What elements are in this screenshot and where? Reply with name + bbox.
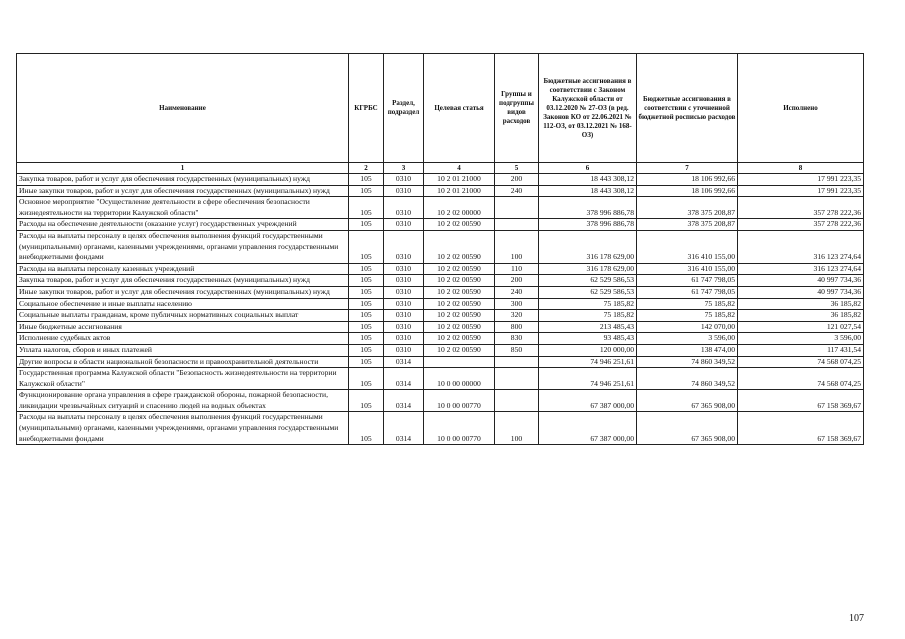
row-budget-refined: 378 375 208,87 — [637, 219, 738, 231]
row-budget-law: 213 485,43 — [539, 321, 637, 333]
row-name: Уплата налогов, сборов и иных платежей — [17, 344, 349, 356]
row-name: Расходы на обеспечение деятельности (оказание услуг) государственных учреждений — [17, 219, 349, 231]
row-section: 0310 — [384, 230, 424, 263]
row-group: 100 — [495, 412, 539, 445]
row-group: 240 — [495, 185, 539, 197]
row-executed: 357 278 222,36 — [738, 197, 864, 219]
row-name: Социальное обеспечение и иные выплаты населению — [17, 298, 349, 310]
row-kgrbs: 105 — [349, 263, 384, 275]
table-row — [17, 310, 864, 322]
row-section: 0310 — [384, 298, 424, 310]
header-target: Целевая статья — [424, 54, 495, 163]
row-group: 850 — [495, 344, 539, 356]
row-group: 300 — [495, 298, 539, 310]
row-budget-refined: 378 375 208,87 — [637, 197, 738, 219]
column-number: 8 — [738, 163, 864, 174]
column-number: 3 — [384, 163, 424, 174]
row-section: 0310 — [384, 275, 424, 287]
row-target — [424, 356, 495, 368]
row-section: 0314 — [384, 412, 424, 445]
row-budget-refined: 316 410 155,00 — [637, 230, 738, 263]
row-kgrbs: 105 — [349, 230, 384, 263]
row-target: 10 2 02 00590 — [424, 286, 495, 298]
row-group: 100 — [495, 230, 539, 263]
table-row — [17, 286, 864, 298]
row-budget-law: 74 946 251,61 — [539, 368, 637, 390]
row-budget-refined: 3 596,00 — [637, 333, 738, 345]
row-target: 10 2 02 00590 — [424, 230, 495, 263]
row-section: 0310 — [384, 263, 424, 275]
row-budget-law: 316 178 629,00 — [539, 230, 637, 263]
row-name: Государственная программа Калужской области "Безопасность жизнедеятельности на территории Калужской области" — [17, 368, 349, 390]
row-group: 800 — [495, 321, 539, 333]
table-header-row — [17, 54, 864, 163]
row-kgrbs: 105 — [349, 390, 384, 412]
row-target: 10 2 02 00590 — [424, 219, 495, 231]
row-budget-law: 378 996 886,78 — [539, 197, 637, 219]
row-target: 10 2 01 21000 — [424, 185, 495, 197]
row-name: Основное мероприятие "Осуществление деятельности в сфере обеспечения безопасности жизнедеятельности на территории Калужской области" — [17, 197, 349, 219]
header-kgrbs: КГРБС — [349, 54, 384, 163]
row-budget-law: 18 443 308,12 — [539, 174, 637, 186]
row-kgrbs: 105 — [349, 321, 384, 333]
row-budget-law: 378 996 886,78 — [539, 219, 637, 231]
row-budget-law: 18 443 308,12 — [539, 185, 637, 197]
row-budget-refined: 74 860 349,52 — [637, 368, 738, 390]
row-executed: 36 185,82 — [738, 298, 864, 310]
table-row — [17, 174, 864, 186]
row-target: 10 2 02 00590 — [424, 321, 495, 333]
row-budget-refined: 74 860 349,52 — [637, 356, 738, 368]
row-target: 10 2 01 21000 — [424, 174, 495, 186]
header-name: Наименование — [17, 54, 349, 163]
row-kgrbs: 105 — [349, 197, 384, 219]
table-row — [17, 263, 864, 275]
row-executed: 67 158 369,67 — [738, 412, 864, 445]
row-section: 0310 — [384, 344, 424, 356]
row-target: 10 2 02 00000 — [424, 197, 495, 219]
row-executed: 17 991 223,35 — [738, 185, 864, 197]
column-number: 2 — [349, 163, 384, 174]
row-section: 0310 — [384, 174, 424, 186]
row-section: 0310 — [384, 321, 424, 333]
table-row — [17, 368, 864, 390]
row-budget-refined: 316 410 155,00 — [637, 263, 738, 275]
table-row — [17, 412, 864, 445]
column-number: 1 — [17, 163, 349, 174]
column-number: 7 — [637, 163, 738, 174]
row-group: 830 — [495, 333, 539, 345]
row-target: 10 2 02 00590 — [424, 333, 495, 345]
row-section: 0314 — [384, 356, 424, 368]
row-kgrbs: 105 — [349, 368, 384, 390]
row-name: Социальные выплаты гражданам, кроме публичных нормативных социальных выплат — [17, 310, 349, 322]
row-kgrbs: 105 — [349, 185, 384, 197]
row-name: Расходы на выплаты персоналу в целях обеспечения выполнения функций государственными (муниципальными) органами, казенными учреждениями, органами управления государственными внебюджетными фондами — [17, 230, 349, 263]
header-section: Раздел, подраздел — [384, 54, 424, 163]
row-name: Исполнение судебных актов — [17, 333, 349, 345]
row-group: 240 — [495, 286, 539, 298]
header-executed: Исполнено — [738, 54, 864, 163]
row-group: 320 — [495, 310, 539, 322]
row-section: 0310 — [384, 310, 424, 322]
table-row — [17, 275, 864, 287]
row-executed: 121 027,54 — [738, 321, 864, 333]
table-row — [17, 185, 864, 197]
row-budget-refined: 18 106 992,66 — [637, 185, 738, 197]
table-body — [17, 174, 864, 445]
row-budget-refined: 138 474,00 — [637, 344, 738, 356]
table-row — [17, 344, 864, 356]
row-name: Иные закупки товаров, работ и услуг для обеспечения государственных (муниципальных) нужд — [17, 286, 349, 298]
row-kgrbs: 105 — [349, 333, 384, 345]
row-section: 0310 — [384, 219, 424, 231]
row-name: Другие вопросы в области национальной безопасности и правоохранительной деятельности — [17, 356, 349, 368]
row-group: 200 — [495, 275, 539, 287]
row-executed: 67 158 369,67 — [738, 390, 864, 412]
row-group: 200 — [495, 174, 539, 186]
row-budget-law: 67 387 000,00 — [539, 412, 637, 445]
row-executed: 316 123 274,64 — [738, 230, 864, 263]
row-target: 10 2 02 00590 — [424, 310, 495, 322]
table-row — [17, 197, 864, 219]
row-group — [495, 219, 539, 231]
row-section: 0310 — [384, 197, 424, 219]
row-kgrbs: 105 — [349, 310, 384, 322]
row-name: Функционирование органа управления в сфере гражданской обороны, пожарной безопасности, ликвидации чрезвычайных ситуаций и спасению людей на водных объектах — [17, 390, 349, 412]
column-number-row — [17, 163, 864, 174]
row-target: 10 2 02 00590 — [424, 344, 495, 356]
column-number: 5 — [495, 163, 539, 174]
row-kgrbs: 105 — [349, 219, 384, 231]
row-name: Закупка товаров, работ и услуг для обеспечения государственных (муниципальных) нужд — [17, 275, 349, 287]
row-target: 10 2 02 00590 — [424, 298, 495, 310]
row-target: 10 2 02 00590 — [424, 263, 495, 275]
table-row — [17, 298, 864, 310]
row-kgrbs: 105 — [349, 412, 384, 445]
row-name: Расходы на выплаты персоналу в целях обеспечения выполнения функций государственными (муниципальными) органами, казенными учреждениями, органами управления государственными внебюджетными фондами — [17, 412, 349, 445]
row-executed: 74 568 074,25 — [738, 368, 864, 390]
column-number: 6 — [539, 163, 637, 174]
row-budget-law: 62 529 586,53 — [539, 286, 637, 298]
row-name: Иные закупки товаров, работ и услуг для обеспечения государственных (муниципальных) нужд — [17, 185, 349, 197]
row-kgrbs: 105 — [349, 356, 384, 368]
row-section: 0310 — [384, 185, 424, 197]
table-row — [17, 356, 864, 368]
row-section: 0314 — [384, 368, 424, 390]
row-budget-refined: 75 185,82 — [637, 298, 738, 310]
row-budget-refined: 18 106 992,66 — [637, 174, 738, 186]
row-group — [495, 356, 539, 368]
row-budget-law: 120 000,00 — [539, 344, 637, 356]
column-number: 4 — [424, 163, 495, 174]
budget-table — [16, 53, 864, 445]
row-executed: 40 997 734,36 — [738, 275, 864, 287]
row-target: 10 0 00 00770 — [424, 412, 495, 445]
row-executed: 40 997 734,36 — [738, 286, 864, 298]
row-budget-refined: 75 185,82 — [637, 310, 738, 322]
row-section: 0314 — [384, 390, 424, 412]
row-budget-law: 75 185,82 — [539, 298, 637, 310]
row-target: 10 0 00 00000 — [424, 368, 495, 390]
table-row — [17, 390, 864, 412]
row-budget-refined: 142 070,00 — [637, 321, 738, 333]
row-group — [495, 197, 539, 219]
row-target: 10 0 00 00770 — [424, 390, 495, 412]
row-budget-law: 316 178 629,00 — [539, 263, 637, 275]
row-budget-refined: 61 747 798,05 — [637, 286, 738, 298]
row-section: 0310 — [384, 333, 424, 345]
row-kgrbs: 105 — [349, 174, 384, 186]
row-budget-refined: 61 747 798,05 — [637, 275, 738, 287]
header-groups: Группы и подгруппы видов расходов — [495, 54, 539, 163]
row-budget-law: 74 946 251,61 — [539, 356, 637, 368]
row-group — [495, 368, 539, 390]
row-name: Расходы на выплаты персоналу казенных учреждений — [17, 263, 349, 275]
header-budget-refined: Бюджетные ассигнования в соответствии с уточненной бюджетной росписью расходов — [637, 54, 738, 163]
row-kgrbs: 105 — [349, 275, 384, 287]
row-budget-refined: 67 365 908,00 — [637, 412, 738, 445]
table-row — [17, 230, 864, 263]
header-budget-law: Бюджетные ассигнования в соответствии с Законом Калужской области от 03.12.2020 № 27-ОЗ (в ред. Законов КО от 22.06.2021 № 112-ОЗ, от 03.12.2021 № 168-ОЗ) — [539, 54, 637, 163]
row-budget-law: 67 387 000,00 — [539, 390, 637, 412]
table-row — [17, 219, 864, 231]
page-number: 107 — [849, 613, 864, 624]
row-executed: 36 185,82 — [738, 310, 864, 322]
row-kgrbs: 105 — [349, 286, 384, 298]
row-executed: 316 123 274,64 — [738, 263, 864, 275]
row-name: Закупка товаров, работ и услуг для обеспечения государственных (муниципальных) нужд — [17, 174, 349, 186]
row-group — [495, 390, 539, 412]
row-kgrbs: 105 — [349, 298, 384, 310]
row-name: Иные бюджетные ассигнования — [17, 321, 349, 333]
row-executed: 74 568 074,25 — [738, 356, 864, 368]
table-row — [17, 333, 864, 345]
row-executed: 117 431,54 — [738, 344, 864, 356]
row-budget-law: 75 185,82 — [539, 310, 637, 322]
row-executed: 357 278 222,36 — [738, 219, 864, 231]
row-budget-law: 93 485,43 — [539, 333, 637, 345]
row-executed: 3 596,00 — [738, 333, 864, 345]
row-budget-law: 62 529 586,53 — [539, 275, 637, 287]
row-kgrbs: 105 — [349, 344, 384, 356]
row-budget-refined: 67 365 908,00 — [637, 390, 738, 412]
row-target: 10 2 02 00590 — [424, 275, 495, 287]
row-executed: 17 991 223,35 — [738, 174, 864, 186]
table-row — [17, 321, 864, 333]
row-group: 110 — [495, 263, 539, 275]
row-section: 0310 — [384, 286, 424, 298]
